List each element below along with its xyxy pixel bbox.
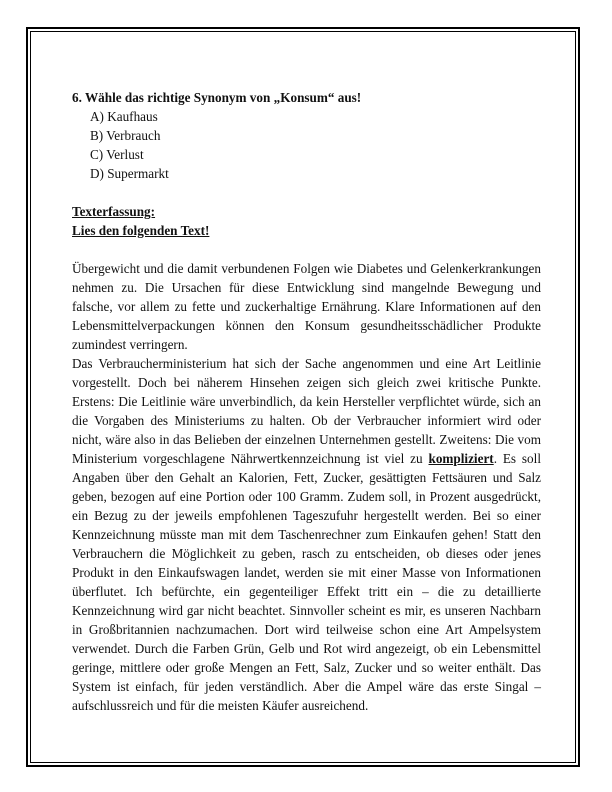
spacer bbox=[72, 183, 541, 202]
paragraph-2-part-2: . Es soll Angaben über den Gehalt an Kalorien, Fett, Zucker, gesättigten Fettsäuren und Salz geben, bezogen auf eine Portion oder 100 Gramm. Zudem soll, in Prozent ausgedrückt, ein Bezug zu der jeweils empfohlenen Tageszufuhr hergestellt werden. Bei so einer Kennzeichnung müsste man mit dem Taschenrechner zum Einkaufen gehen! Statt den Verbrauchern die Möglichkeit zu geben, rasch zu entscheiden, ob dieses oder jenes Produkt in den Einkaufswagen landet, werden sie mit einer Masse von Informationen überflutet. Ich befürchte, ein gegenteiliger Effekt tritt ein – die zu detaillierte Kennzeichnung wird gar nicht beachtet. Sinnvoller scheint es mir, es unseren Nachbarn in Großbritannien nachzumachen. Dort wird teilweise schon eine Art Ampelsystem verwendet. Durch die Farben Grün, Gelb und Rot wird angezeigt, ob ein Lebensmittel geringe, mittlere oder große Mengen an Fett, Salz, Zucker und so weiter enthält. Das System ist einfach, für jeden verständlich. Aber die Ampel wäre das erste Singal – aufschlussreich und für die meisten Käufer ausreichend. bbox=[72, 451, 541, 713]
section-title: Texterfassung: bbox=[72, 204, 156, 219]
text-paragraph-2 bbox=[72, 354, 541, 715]
question-6: 6. Wähle das richtige Synonym von „Konsum“ aus! bbox=[72, 90, 362, 105]
text-paragraph-1: Übergewicht und die damit verbundenen Folgen wie Diabetes und Gelenkerkrankungen nehmen zu. Die Ursachen für diese Entwicklung sind mangelnde Bewegung und falsche, vor allem zu fette und zuckerhaltige Ernährung. Klare Informationen auf den Lebensmittelverpackungen können den Konsum gesundheitsschädlicher Produkte zumindest verringern. bbox=[72, 261, 541, 352]
spacer bbox=[72, 240, 541, 259]
paragraph-2-part-1: Das Verbraucherministerium hat sich der Sache angenommen und eine Art Leitlinie vorgestellt. Doch bei näherem Hinsehen zeigen sich gleich zwei kritische Punkte. Erstens: Die Leitlinie wäre unverbindlich, da kein Hersteller verpflichtet würde, sich an die Vorgaben des Ministeriums zu halten. Ob der Verbraucher informiert wird oder nicht, wäre also in das Belieben der einzelnen Unternehmen gestellt. Zweitens: Die vom Ministerium vorgeschlagene Nährwertkennzeichnung ist viel zu bbox=[72, 356, 541, 466]
option-d[interactable]: D) Supermarkt bbox=[90, 166, 169, 181]
option-b[interactable]: B) Verbrauch bbox=[90, 128, 161, 143]
option-a[interactable]: A) Kaufhaus bbox=[90, 109, 158, 124]
keyword-kompliziert: kompliziert bbox=[428, 451, 494, 466]
section-instruction: Lies den folgenden Text! bbox=[72, 223, 210, 238]
answer-options bbox=[72, 107, 541, 183]
option-c[interactable]: C) Verlust bbox=[90, 147, 144, 162]
worksheet-content bbox=[72, 88, 541, 715]
